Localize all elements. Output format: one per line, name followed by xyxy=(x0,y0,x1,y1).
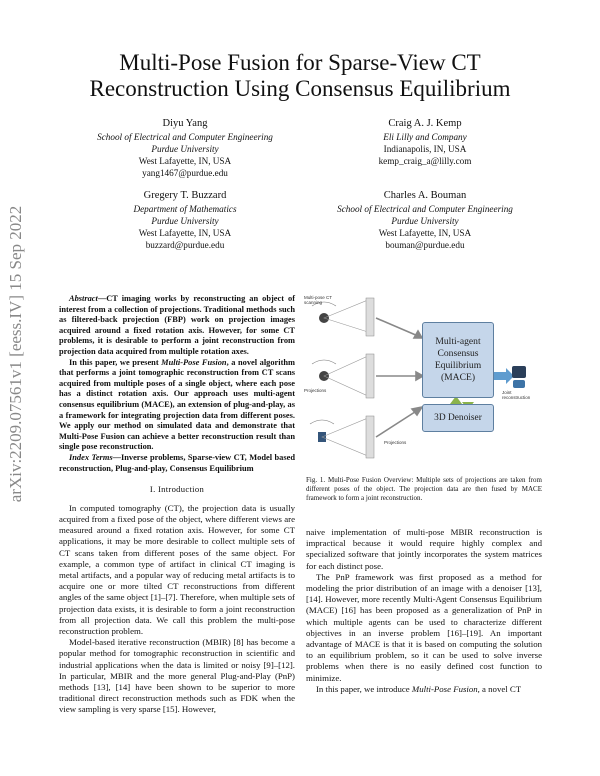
author-dept: School of Electrical and Computer Engineering xyxy=(97,132,273,142)
projection-label: Projections xyxy=(304,388,327,393)
title-line-1: Multi-Pose Fusion for Sparse-View CT xyxy=(119,50,481,75)
author-org: Purdue University xyxy=(151,144,219,154)
author-dept: Eli Lilly and Company xyxy=(383,132,467,142)
author-org: Purdue University xyxy=(151,216,219,226)
body-paragraph: The PnP framework was first proposed as a method for modeling the prior distribution of an image with a denoiser [13], [14]. However, more recently Multi-Agent Consensus Equilibrium (MACE) [16] has been proposed as a generalization of PnP in which multiple agents can be used to characterize different objectives in an inverse problem [16]–[19]. An important advantage of MACE is that it is based on computing the solution to an equilibrium problem, so it can be used to solve inverse problems when there is no easily defined cost function to minimize. xyxy=(306,571,542,683)
body-paragraph: In computed tomography (CT), the projection data is usually acquired from a fixed pose of the object, where different views are measured around a fixed rotation axis. However, for some CT applications, it may be more desirable to collect multiple sets of CT scans taken from different poses of the same object. For example, a common type of artifact in clinical CT imaging is metal artifacts, and a popular way of reducing metal artifacts is to acquire one or more tilted CT reconstructions from different angles of the same object [1]–[7]. Therefore, when multiple sets of projection data exists, it is desirable to form a joint reconstruction from all projection data. We call this problem the multi-pose reconstruction problem. xyxy=(59,502,295,636)
projection-label: Projections xyxy=(384,440,407,445)
author-location: Indianapolis, IN, USA xyxy=(383,144,467,154)
index-terms: Index Terms—Inverse problems, Sparse-view CT, Model based reconstruction, Plug-and-play, Consensus Equilibrium xyxy=(59,452,295,473)
author-location: West Lafayette, IN, USA xyxy=(138,228,232,238)
author-dept: School of Electrical and Computer Engineering xyxy=(337,204,513,214)
author-email[interactable]: bouman@purdue.edu xyxy=(385,240,465,250)
author-dept: Department of Mathematics xyxy=(133,204,237,214)
abstract-label: Abstract xyxy=(69,294,98,303)
body-paragraph: Model-based iterative reconstruction (MBIR) [8] has become a popular method for tomographic reconstruction in scientific and industrial applications when the data is limited or noisy [9]–[12]. In particular, MBIR and the more general Plug-and-Play (PnP) methods [13], [14] have been shown to be superior to more traditional direct reconstruction methods such as FDK when the view sampling is very sparse [15]. However, xyxy=(59,637,295,715)
author-location: West Lafayette, IN, USA xyxy=(378,228,472,238)
paper-title xyxy=(0,50,600,102)
output-label: Joint reconstruction xyxy=(502,390,531,400)
author-block xyxy=(300,189,550,251)
reconstruction-object-icon xyxy=(512,366,526,388)
right-column xyxy=(306,527,542,695)
abstract-paragraph-2: In this paper, we present Multi-Pose Fusion, a novel algorithm that performs a joint tomographic reconstruction from CT scans acquired from multiple poses of a single object, where each pose has a distinct rotation axis. Our approach uses multi-agent consensus equilibrium (MACE), an extension of plug-and-play, as a framework for integrating projection data from different poses. We apply our method on simulated data and demonstrate that Multi-Pose Fusion can achieve a better reconstruction result than single pose reconstruction. xyxy=(59,357,295,452)
abstract-paragraph: Abstract—CT imaging works by reconstructing an object of interest from a collection of projections. Traditional methods such as filtered-back projection (FBP) work on projection images acquired around a fixed rotation axis. However, for some CT problems, it is desirable to perform a joint reconstruction from projection data acquired from multiple rotation axes. xyxy=(59,294,295,356)
arxiv-identifier: arXiv:2209.07561v1 [eess.IV] 15 Sep 2022 xyxy=(6,205,25,503)
author-name: Gregery T. Buzzard xyxy=(143,190,227,201)
body-paragraph: In this paper, we introduce Multi-Pose Fusion, a novel CT xyxy=(316,683,522,694)
left-column xyxy=(59,294,295,716)
figure-caption: Fig. 1. Multi-Pose Fusion Overview: Multiple sets of projections are taken from different poses of the object. The projection data are then fused by MACE framework to form a joint reconstruction. xyxy=(306,476,542,502)
body-paragraph: naive implementation of multi-pose MBIR reconstruction is impractical because it would require highly complex and specialized software that jointly incorporates the system matrices for each distinct pose. xyxy=(306,527,542,571)
figure-1 xyxy=(306,292,530,464)
author-email[interactable]: buzzard@purdue.edu xyxy=(145,240,225,250)
author-name: Craig A. J. Kemp xyxy=(388,118,462,129)
output-arrow xyxy=(492,368,514,384)
author-name: Diyu Yang xyxy=(162,118,208,129)
denoiser-box: 3D Denoiser xyxy=(422,404,494,432)
title-line-2: Reconstruction Using Consensus Equilibrium xyxy=(89,76,511,101)
index-terms-label: Index Terms xyxy=(69,452,113,462)
author-email[interactable]: yang1467@purdue.edu xyxy=(142,168,228,178)
author-block xyxy=(60,117,310,179)
author-org: Purdue University xyxy=(391,216,459,226)
scan-pose-3 xyxy=(310,416,374,458)
scan-label: Multi-pose CT scanning xyxy=(304,295,332,305)
author-location: West Lafayette, IN, USA xyxy=(138,156,232,166)
figure-diagram xyxy=(306,292,530,464)
projection-arrows xyxy=(376,318,423,437)
author-block xyxy=(60,189,310,251)
mace-box: Multi-agent Consensus Equilibrium (MACE) xyxy=(422,322,494,398)
author-block xyxy=(300,117,550,167)
author-email[interactable]: kemp_craig_a@lilly.com xyxy=(378,156,472,166)
section-heading: I. Introduction xyxy=(149,484,205,495)
author-name: Charles A. Bouman xyxy=(383,190,467,201)
